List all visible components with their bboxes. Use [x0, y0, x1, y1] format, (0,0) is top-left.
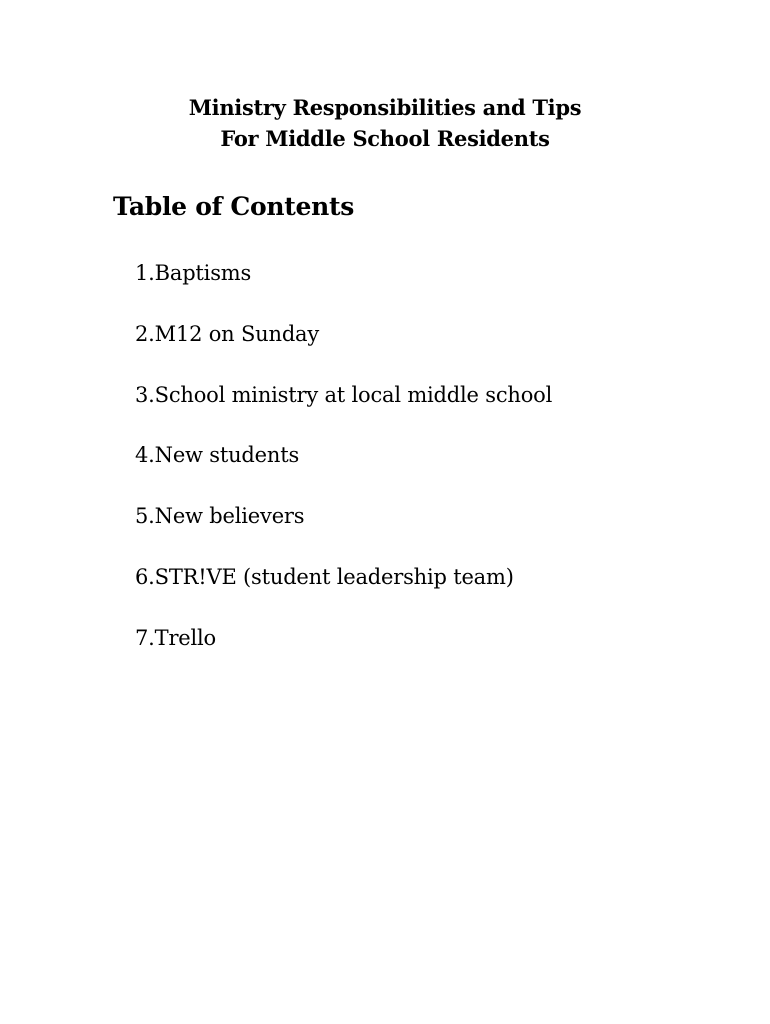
toc-list	[135, 256, 552, 682]
toc-heading: Table of Contents	[113, 192, 355, 221]
toc-item-number: 2.	[135, 321, 155, 346]
toc-item-baptisms	[135, 256, 552, 317]
toc-item-school-ministry	[135, 378, 552, 439]
toc-item-number: 5.	[135, 504, 155, 529]
toc-item-number: 1.	[135, 261, 155, 285]
toc-item-new-believers	[135, 499, 552, 560]
toc-item-number: 4.	[135, 443, 155, 468]
toc-item-trello	[135, 621, 552, 682]
toc-item-text: M12 on Sunday	[154, 321, 320, 346]
toc-item-text: New students	[154, 443, 300, 468]
document-title-line-1: Ministry Responsibilities and Tips	[188, 95, 582, 120]
toc-item-text: Baptisms	[154, 261, 252, 285]
document-title-line-2: For Middle School Residents	[220, 126, 550, 151]
toc-item-new-students	[135, 438, 552, 499]
toc-item-number: 7.	[135, 625, 155, 650]
toc-item-text: School ministry at local middle school	[154, 382, 553, 407]
document-title	[0, 92, 770, 154]
toc-item-strive	[135, 560, 552, 621]
toc-item-number: 3.	[135, 382, 155, 407]
toc-item-m12-on-sunday	[135, 317, 552, 378]
toc-item-number: 6.	[135, 564, 155, 589]
toc-item-text: New believers	[154, 504, 305, 529]
toc-item-text: STR!VE (student leadership team)	[154, 564, 514, 589]
toc-item-text: Trello	[154, 625, 216, 650]
